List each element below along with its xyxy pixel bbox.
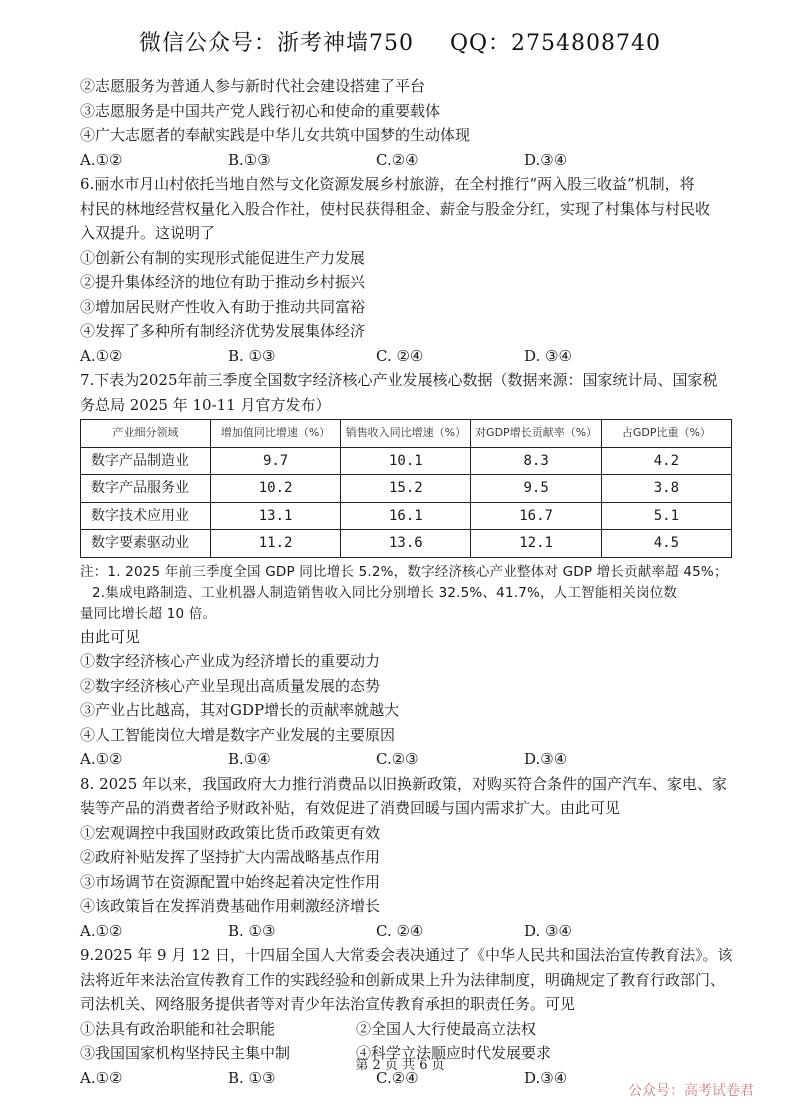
option-d: D. ③④ (524, 921, 572, 940)
table-cell: 9.5 (471, 475, 601, 503)
choice-statement: ④发挥了多种所有制经济优势发展集体经济 (80, 322, 366, 340)
question-8 (80, 772, 730, 944)
table-header-row (81, 420, 732, 448)
question-stem: 8. 2025 年以来，我国政府大力推行消费品以旧换新政策，对购买符合条件的国产汽车、家电、家 (80, 774, 728, 793)
table-cell: 数字技术应用业 (81, 502, 211, 530)
digital-economy-table (80, 419, 732, 558)
table-cell: 4.2 (601, 447, 731, 475)
answer-options (80, 148, 730, 173)
table-cell: 12.1 (471, 530, 601, 558)
watermark-text: 公众号：高考试卷君 (628, 1083, 754, 1099)
table-row (81, 502, 732, 530)
option-c: C. ②④ (376, 921, 424, 940)
choice-statement: ①宏观调控中我国财政政策比货币政策更有效 (80, 823, 381, 842)
table-cell: 15.2 (341, 475, 471, 503)
question-7 (80, 368, 730, 772)
question-stem: 9.2025 年 9 月 12 日，十四届全国人大常委会表决通过了《中华人民共和国法治宣传教育法》。该 (80, 946, 733, 964)
table-cell: 4.5 (601, 530, 731, 558)
table-cell: 数字产品制造业 (81, 447, 211, 475)
question-6 (80, 172, 730, 368)
table-note: 量同比增长超 10 倍。 (80, 605, 217, 622)
question-stem: 入双提升。这说明了 (80, 224, 216, 242)
table-header-cell: 占GDP比重（%） (601, 420, 731, 448)
option-d: D.③④ (524, 150, 568, 169)
page-header (0, 26, 800, 57)
table-header-cell: 销售收入同比增速（%） (341, 420, 471, 448)
question-stem: 6.丽水市月山村依托当地自然与文化资源发展乡村旅游，在全村推行“两入股三收益”机制，将 (80, 175, 695, 193)
choice-statement: ④广大志愿者的奉献实践是中华儿女共筑中国梦的生动体现 (80, 126, 471, 144)
table-cell: 16.1 (341, 502, 471, 530)
question-5-tail (80, 74, 730, 172)
choice-statement: ①创新公有制的实现形式能促进生产力发展 (80, 248, 366, 267)
option-d: D.③④ (524, 750, 568, 768)
table-row (81, 530, 732, 558)
choice-statement: ①数字经济核心产业成为经济增长的重要动力 (80, 652, 381, 670)
table-cell: 8.3 (471, 447, 601, 475)
table-cell: 9.7 (210, 447, 340, 475)
option-a: A.①② (80, 750, 123, 768)
choice-statement: ②志愿服务为普通人参与新时代社会建设搭建了平台 (80, 77, 426, 95)
choice-statement: ③产业占比越高，其对GDP增长的贡献率就越大 (80, 701, 400, 719)
exam-content (80, 74, 733, 1090)
table-cell: 16.7 (471, 502, 601, 530)
table-row (81, 475, 732, 503)
choice-statement: ②政府补贴发挥了坚持扩大内需战略基点作用 (80, 848, 381, 866)
choice-statement: ③增加居民财产性收入有助于推动共同富裕 (80, 297, 366, 316)
option-b: B. ①③ (228, 1068, 276, 1087)
table-cell: 数字产品服务业 (81, 475, 211, 503)
option-c: C. ②④ (376, 346, 424, 365)
table-cell: 10.1 (341, 447, 471, 475)
table-header-cell: 增加值同比增速（%） (210, 420, 340, 448)
table-note: 2.集成电路制造、工业机器人制造销售收入同比分别增长 32.5%、41.7%，人工智能相关岗位数 (92, 584, 678, 601)
question-stem: 7.下表为2025年前三季度全国数字经济核心产业发展核心数据（数据来源：国家统计局、国家税 (80, 371, 718, 389)
option-a: A.①② (80, 346, 123, 365)
option-b: B.①③ (228, 150, 271, 169)
question-lead: 由此可见 (80, 627, 141, 646)
table-cell: 13.6 (341, 530, 471, 558)
table-cell: 3.8 (601, 475, 731, 503)
option-a: A.①② (80, 150, 123, 169)
choice-statement: ③我国国家机构坚持民主集中制 (80, 1044, 291, 1062)
table-cell: 5.1 (601, 502, 731, 530)
table-cell: 数字要素驱动业 (81, 530, 211, 558)
choice-statement: ④科学立法顺应时代发展要求 (356, 1044, 552, 1062)
choice-statement: ②数字经济核心产业呈现出高质量发展的态势 (80, 676, 381, 695)
choice-statement: ③志愿服务是中国共产党人践行初心和使命的重要载体 (80, 101, 441, 120)
option-b: B. ①③ (228, 346, 276, 365)
qq-contact: QQ：2754808740 (449, 31, 662, 56)
table-cell: 11.2 (210, 530, 340, 558)
option-a: A.①② (80, 1068, 123, 1087)
table-note: 注：1. 2025 年前三季度全国 GDP 同比增长 5.2%，数字经济核心产业整体对 GDP 增长贡献率超 45%； (80, 563, 728, 580)
table-cell: 10.2 (210, 475, 340, 503)
option-d: D. ③④ (524, 346, 572, 365)
choice-statement: ②提升集体经济的地位有助于推动乡村振兴 (80, 273, 366, 291)
question-stem: 法将近年来法治宣传教育工作的实践经验和创新成果上升为法律制度，明确规定了教育行政部门、 (80, 970, 726, 989)
choice-statement: ④人工智能岗位大增是数字产业发展的主要原因 (80, 725, 396, 744)
table-cell: 13.1 (210, 502, 340, 530)
answer-options (80, 919, 730, 944)
wechat-contact: 微信公众号：浙考神墙750 (138, 31, 414, 56)
option-c: C.②③ (376, 750, 419, 768)
option-c: C.②④ (376, 1068, 419, 1087)
question-stem: 司法机关、网络服务提供者等对青少年法治宣传教育承担的职责任务。可见 (80, 995, 576, 1013)
table-header-cell: 对GDP增长贡献率（%） (471, 420, 601, 448)
choice-statement: ③市场调节在资源配置中始终起着决定性作用 (80, 872, 381, 891)
option-a: A.①② (80, 921, 123, 940)
answer-options (80, 344, 730, 369)
table-row (81, 447, 732, 475)
option-b: B.①④ (228, 750, 271, 768)
question-stem: 务总局 2025 年 10-11 月官方发布） (80, 395, 331, 414)
table-header-cell: 产业细分领域 (81, 420, 211, 448)
option-d: D.③④ (524, 1068, 568, 1087)
choice-statement: ①法具有政治职能和社会职能 (80, 1019, 276, 1038)
choice-statement: ②全国人大行使最高立法权 (356, 1019, 537, 1038)
question-stem: 村民的林地经营权量化入股合作社，使村民获得租金、薪金与股金分红，实现了村集体与村民收 (80, 199, 711, 218)
option-c: C.②④ (376, 150, 419, 169)
answer-options (80, 747, 730, 772)
choice-row (80, 1017, 730, 1042)
option-b: B. ①③ (228, 921, 276, 940)
question-stem: 装等产品的消费者给予财政补贴，有效促进了消费回暖与国内需求扩大。由此可见 (80, 799, 621, 817)
page-number: 第 2 页 共 6 页 (355, 1058, 445, 1073)
choice-statement: ④该政策旨在发挥消费基础作用刺激经济增长 (80, 897, 381, 915)
